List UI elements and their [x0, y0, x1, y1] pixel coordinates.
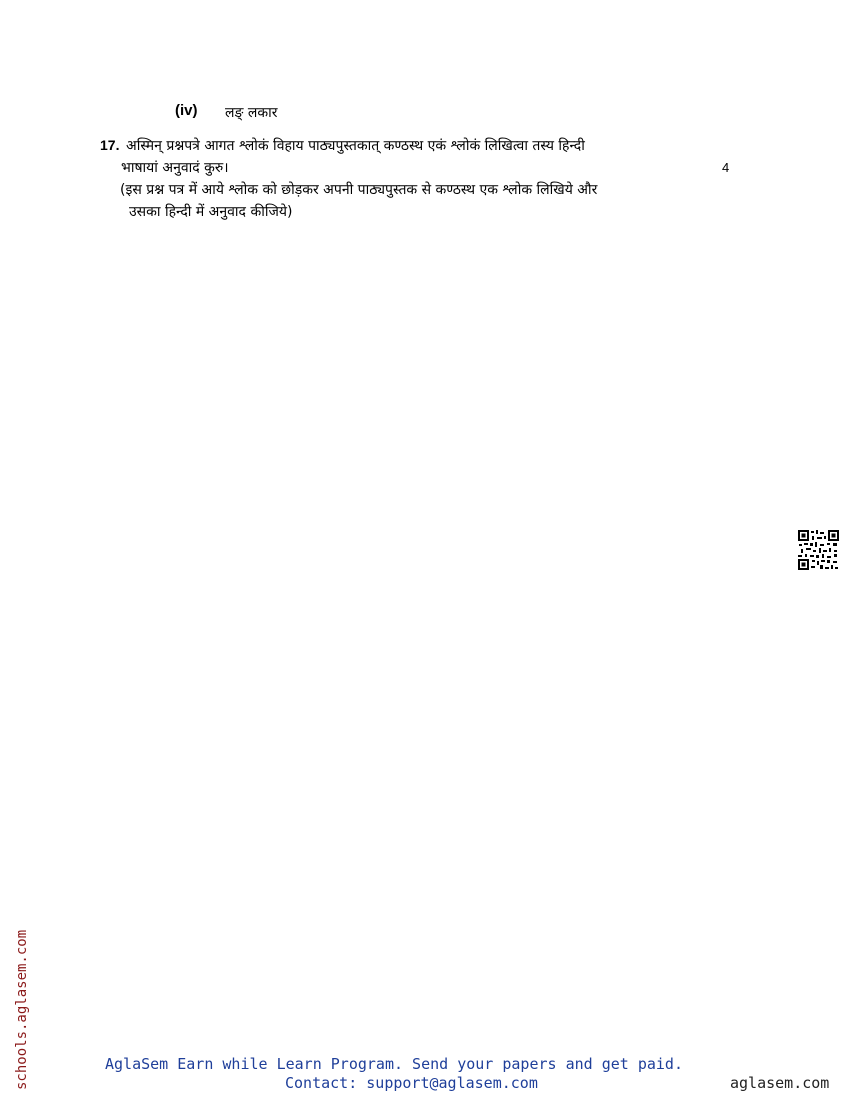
question-text-line-2: भाषायां अनुवादं कुरु। — [121, 160, 229, 176]
footer-contact-text: Contact: support@aglasem.com — [285, 1074, 538, 1092]
side-watermark-url: schools.aglasem.com — [14, 929, 30, 1090]
question-number: 17. — [100, 137, 120, 153]
qr-code-icon — [798, 530, 839, 570]
question-marks: 4 — [722, 160, 730, 175]
question-text-line-1: अस्मिन् प्रश्नपत्रे आगत श्लोकं विहाय पाठ्यपुस्तकात् कण्ठस्थ एकं श्लोकं लिखित्वा तस्य हिन्दी — [126, 138, 585, 154]
question-hindi-line-1: (इस प्रश्न पत्र में आये श्लोक को छोड़कर अपनी पाठ्यपुस्तक से कण्ठस्थ एक श्लोक लिखिये और — [120, 182, 598, 198]
option-number: (iv) — [175, 102, 198, 119]
option-text: लङ् लकार — [225, 105, 278, 121]
footer-promo-text: AglaSem Earn while Learn Program. Send your papers and get paid. — [105, 1055, 683, 1073]
footer-site-url: aglasem.com — [730, 1074, 830, 1092]
question-hindi-line-2: उसका हिन्दी में अनुवाद कीजिये) — [129, 204, 293, 220]
